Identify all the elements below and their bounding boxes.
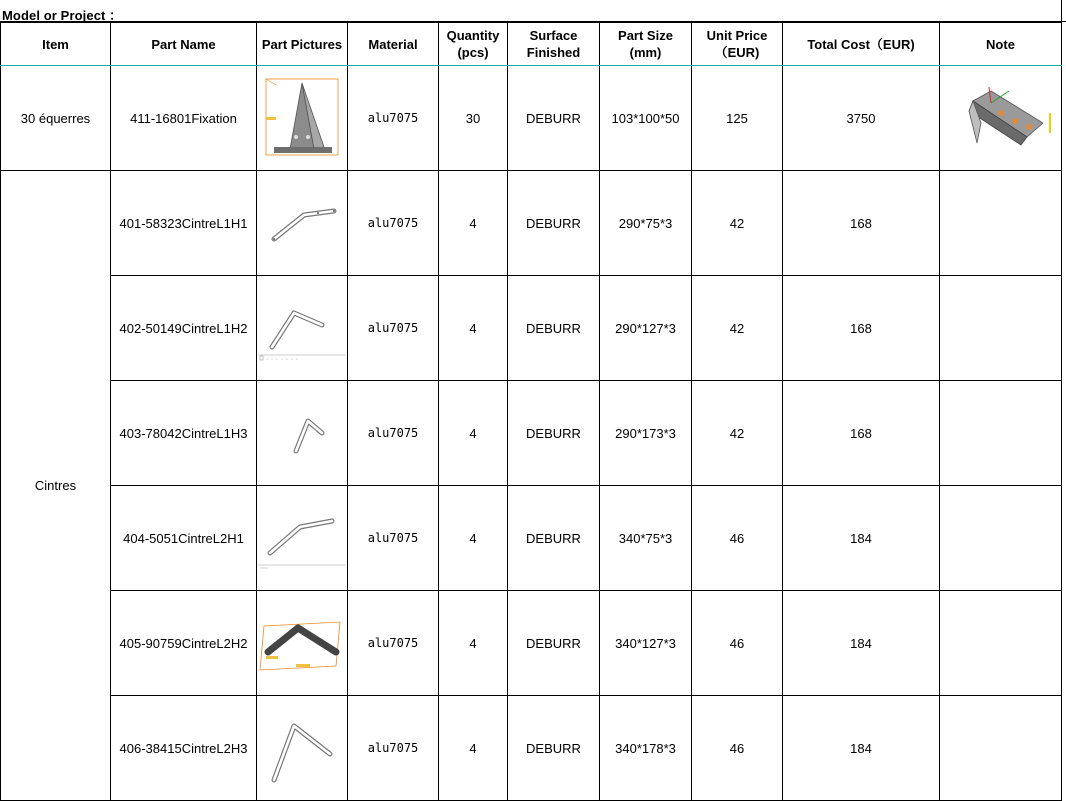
unit-price-cell[interactable]: 42 — [692, 381, 783, 486]
part-size-cell[interactable]: 103*100*50 — [600, 66, 692, 171]
part-picture-cell[interactable] — [257, 171, 348, 276]
header-divider — [1061, 0, 1062, 22]
bent-bar-render-icon — [258, 608, 346, 678]
note-cell[interactable] — [940, 696, 1062, 801]
table-row — [1, 696, 1062, 801]
col-header-label: Part Name — [151, 36, 216, 52]
col-header-part-size[interactable] — [600, 23, 692, 66]
item-cell[interactable]: Cintres — [1, 171, 111, 801]
table-row — [1, 276, 1062, 381]
total-cost-cell[interactable]: 184 — [783, 591, 940, 696]
total-cost-cell[interactable]: 168 — [783, 276, 940, 381]
surface-cell[interactable]: DEBURR — [508, 381, 600, 486]
total-cost-cell[interactable]: 168 — [783, 171, 940, 276]
part-name-cell[interactable]: 411-16801Fixation — [111, 66, 257, 171]
bracket-3d-thumbnail-icon — [951, 83, 1051, 153]
col-header-material[interactable] — [348, 23, 439, 66]
col-header-label: Part Size (mm) — [618, 28, 673, 60]
bent-bar-drawing-icon — [272, 403, 332, 463]
material-cell[interactable]: alu7075 — [348, 381, 439, 486]
bent-bar-drawing-icon — [258, 503, 346, 573]
unit-price-cell[interactable]: 125 — [692, 66, 783, 171]
quantity-cell[interactable]: 4 — [439, 696, 508, 801]
quantity-cell[interactable]: 4 — [439, 276, 508, 381]
col-header-part-name[interactable] — [111, 23, 257, 66]
surface-cell[interactable]: DEBURR — [508, 591, 600, 696]
bent-bar-drawing-icon — [258, 293, 346, 363]
col-header-label: Part Pictures — [261, 36, 343, 52]
table-row — [1, 591, 1062, 696]
material-cell[interactable]: alu7075 — [348, 276, 439, 381]
col-header-total-cost[interactable] — [783, 23, 940, 66]
note-cell[interactable] — [940, 171, 1062, 276]
col-header-label: Note — [986, 36, 1015, 52]
surface-cell[interactable]: DEBURR — [508, 486, 600, 591]
note-cell[interactable] — [940, 486, 1062, 591]
total-cost-cell[interactable]: 184 — [783, 696, 940, 801]
part-size-cell[interactable]: 290*75*3 — [600, 171, 692, 276]
col-header-label: Unit Price （EUR) — [706, 28, 768, 60]
quantity-cell[interactable]: 4 — [439, 591, 508, 696]
total-cost-cell[interactable]: 184 — [783, 486, 940, 591]
col-header-item[interactable] — [1, 23, 111, 66]
material-cell[interactable]: alu7075 — [348, 66, 439, 171]
part-name-cell[interactable]: 402-50149CintreL1H2 — [111, 276, 257, 381]
quantity-cell[interactable]: 4 — [439, 171, 508, 276]
col-header-label: Item — [42, 36, 69, 52]
col-header-unit-price[interactable] — [692, 23, 783, 66]
part-picture-cell[interactable] — [257, 696, 348, 801]
part-size-cell[interactable]: 340*127*3 — [600, 591, 692, 696]
table-row — [1, 171, 1062, 276]
table-header-row — [1, 23, 1062, 66]
part-picture-cell[interactable] — [257, 66, 348, 171]
part-picture-cell[interactable] — [257, 276, 348, 381]
note-cell[interactable] — [940, 66, 1062, 171]
col-header-note[interactable] — [940, 23, 1062, 66]
part-name-cell[interactable]: 404-5051CintreL2H1 — [111, 486, 257, 591]
col-header-label: Quantity (pcs) — [446, 28, 500, 60]
table-row — [1, 486, 1062, 591]
surface-cell[interactable]: DEBURR — [508, 171, 600, 276]
quantity-cell[interactable]: 30 — [439, 66, 508, 171]
part-name-cell[interactable]: 406-38415CintreL2H3 — [111, 696, 257, 801]
bracket-part-render-icon — [262, 77, 342, 159]
material-cell[interactable]: alu7075 — [348, 696, 439, 801]
material-cell[interactable]: alu7075 — [348, 486, 439, 591]
part-size-cell[interactable]: 340*75*3 — [600, 486, 692, 591]
part-picture-cell[interactable] — [257, 486, 348, 591]
col-header-quantity[interactable] — [439, 23, 508, 66]
parts-quote-table — [0, 22, 1062, 801]
col-header-label: Total Cost（EUR) — [807, 36, 915, 52]
surface-cell[interactable]: DEBURR — [508, 696, 600, 801]
material-cell[interactable]: alu7075 — [348, 591, 439, 696]
project-title: Model or Project ： — [2, 8, 123, 23]
col-header-label: Surface Finished — [526, 28, 581, 60]
part-name-cell[interactable]: 405-90759CintreL2H2 — [111, 591, 257, 696]
part-size-cell[interactable]: 290*127*3 — [600, 276, 692, 381]
table-row — [1, 66, 1062, 171]
total-cost-cell[interactable]: 168 — [783, 381, 940, 486]
quantity-cell[interactable]: 4 — [439, 486, 508, 591]
unit-price-cell[interactable]: 46 — [692, 591, 783, 696]
note-cell[interactable] — [940, 276, 1062, 381]
part-size-cell[interactable]: 340*178*3 — [600, 696, 692, 801]
unit-price-cell[interactable]: 46 — [692, 696, 783, 801]
note-cell[interactable] — [940, 591, 1062, 696]
part-picture-cell[interactable] — [257, 591, 348, 696]
col-header-part-pictures[interactable] — [257, 23, 348, 66]
project-header — [0, 0, 1066, 22]
unit-price-cell[interactable]: 42 — [692, 276, 783, 381]
col-header-label: Material — [368, 36, 418, 52]
note-cell[interactable] — [940, 381, 1062, 486]
part-size-cell[interactable]: 290*173*3 — [600, 381, 692, 486]
part-name-cell[interactable]: 401-58323CintreL1H1 — [111, 171, 257, 276]
material-cell[interactable]: alu7075 — [348, 171, 439, 276]
quantity-cell[interactable]: 4 — [439, 381, 508, 486]
surface-cell[interactable]: DEBURR — [508, 66, 600, 171]
surface-cell[interactable]: DEBURR — [508, 276, 600, 381]
bent-bar-drawing-icon — [262, 193, 342, 253]
unit-price-cell[interactable]: 46 — [692, 486, 783, 591]
total-cost-cell[interactable]: 3750 — [783, 66, 940, 171]
part-name-cell[interactable]: 403-78042CintreL1H3 — [111, 381, 257, 486]
col-header-surface[interactable] — [508, 23, 600, 66]
part-picture-cell[interactable] — [257, 381, 348, 486]
item-cell[interactable]: 30 équerres — [1, 66, 111, 171]
bent-bar-drawing-icon — [262, 708, 342, 788]
table-row — [1, 381, 1062, 486]
unit-price-cell[interactable]: 42 — [692, 171, 783, 276]
